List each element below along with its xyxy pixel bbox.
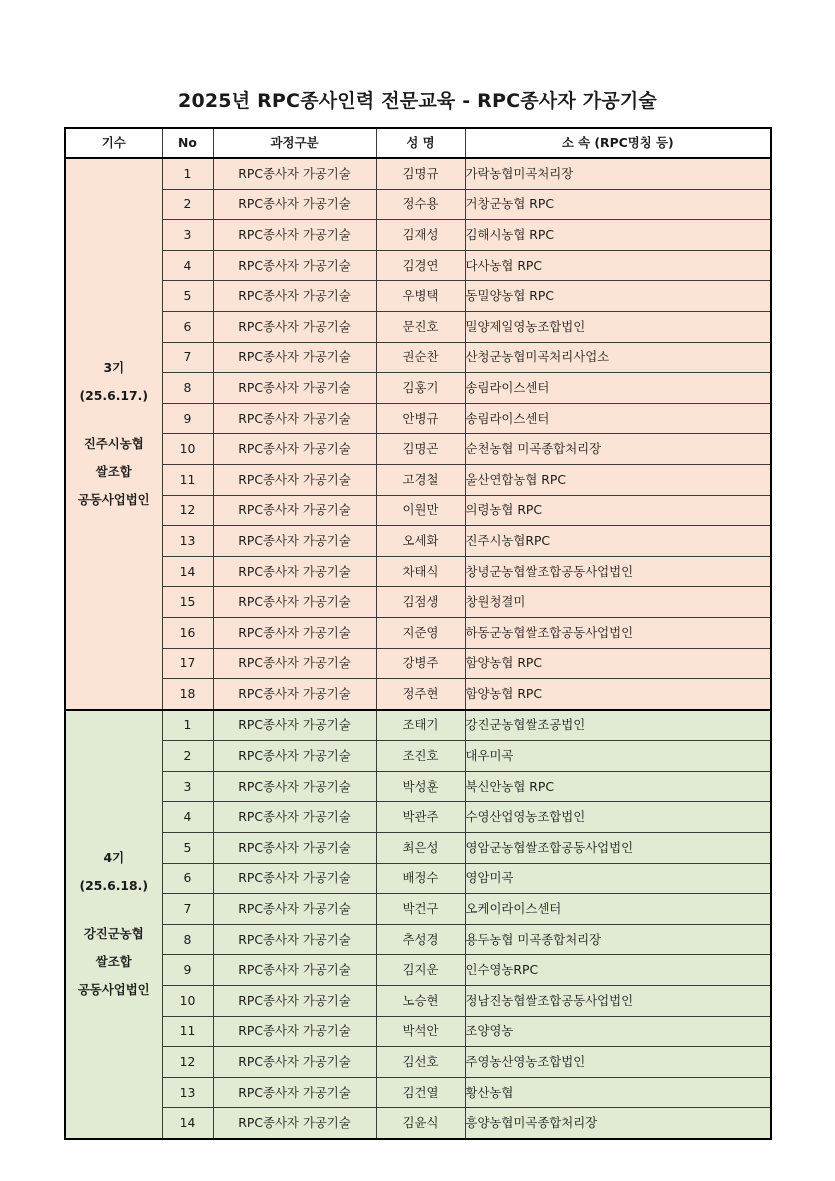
cell-no: 8 bbox=[162, 924, 213, 955]
table-row bbox=[65, 1108, 771, 1139]
cell-name: 추성경 bbox=[376, 924, 465, 955]
cell-no: 3 bbox=[162, 771, 213, 802]
cell-course: RPC종사자 가공기술 bbox=[213, 924, 376, 955]
cohort-label-line: 진주시농협 bbox=[83, 435, 144, 451]
table-row bbox=[65, 403, 771, 434]
cell-course: RPC종사자 가공기술 bbox=[213, 311, 376, 342]
cell-no: 5 bbox=[162, 833, 213, 864]
cell-affiliation: 주영농산영농조합법인 bbox=[465, 1047, 771, 1078]
table-row bbox=[65, 741, 771, 772]
cell-course: RPC종사자 가공기술 bbox=[213, 189, 376, 220]
cell-affiliation: 가락농협미곡처리장 bbox=[465, 158, 771, 189]
cell-affiliation: 의령농협 RPC bbox=[465, 495, 771, 526]
cell-no: 18 bbox=[162, 679, 213, 710]
cell-affiliation: 창원청결미 bbox=[465, 587, 771, 618]
cell-name: 조태기 bbox=[376, 710, 465, 741]
cell-course: RPC종사자 가공기술 bbox=[213, 833, 376, 864]
cohort-4-group bbox=[65, 710, 771, 1139]
cell-name: 정주현 bbox=[376, 679, 465, 710]
cell-affiliation: 송림라이스센터 bbox=[465, 373, 771, 404]
roster-table bbox=[64, 127, 772, 1140]
cell-affiliation: 다사농협 RPC bbox=[465, 250, 771, 281]
cell-no: 13 bbox=[162, 1077, 213, 1108]
cell-course: RPC종사자 가공기술 bbox=[213, 894, 376, 925]
cell-no: 12 bbox=[162, 495, 213, 526]
table-row bbox=[65, 1047, 771, 1078]
cell-no: 14 bbox=[162, 1108, 213, 1139]
cell-name: 오세화 bbox=[376, 526, 465, 557]
cell-affiliation: 수영산업영농조합법인 bbox=[465, 802, 771, 833]
cell-affiliation: 강진군농협쌀조공법인 bbox=[465, 710, 771, 741]
cell-course: RPC종사자 가공기술 bbox=[213, 955, 376, 986]
cell-name: 김명규 bbox=[376, 158, 465, 189]
cell-affiliation: 정남진농협쌀조합공동사업법인 bbox=[465, 986, 771, 1017]
cell-affiliation: 동밀양농협 RPC bbox=[465, 281, 771, 312]
cell-course: RPC종사자 가공기술 bbox=[213, 710, 376, 741]
table-row bbox=[65, 679, 771, 710]
cell-name: 최은성 bbox=[376, 833, 465, 864]
cell-affiliation: 대우미곡 bbox=[465, 741, 771, 772]
cell-affiliation: 인수영농RPC bbox=[465, 955, 771, 986]
cell-no: 6 bbox=[162, 863, 213, 894]
cell-affiliation: 송림라이스센터 bbox=[465, 403, 771, 434]
table-row bbox=[65, 281, 771, 312]
table-row bbox=[65, 311, 771, 342]
cell-course: RPC종사자 가공기술 bbox=[213, 403, 376, 434]
cell-affiliation: 영암미곡 bbox=[465, 863, 771, 894]
cell-no: 12 bbox=[162, 1047, 213, 1078]
header-affiliation: 소 속 (RPC명칭 등) bbox=[465, 128, 771, 158]
cell-no: 4 bbox=[162, 250, 213, 281]
cell-affiliation: 영암군농협쌀조합공동사업법인 bbox=[465, 833, 771, 864]
table-row bbox=[65, 250, 771, 281]
header-no: No bbox=[162, 128, 213, 158]
cell-name: 노승현 bbox=[376, 986, 465, 1017]
cell-course: RPC종사자 가공기술 bbox=[213, 1077, 376, 1108]
cell-affiliation: 북신안농협 RPC bbox=[465, 771, 771, 802]
cell-course: RPC종사자 가공기술 bbox=[213, 863, 376, 894]
cell-course: RPC종사자 가공기술 bbox=[213, 556, 376, 587]
page-title: 2025년 RPC종사인력 전문교육 - RPC종사자 가공기술 bbox=[178, 90, 657, 112]
cell-name: 조진호 bbox=[376, 741, 465, 772]
cell-course: RPC종사자 가공기술 bbox=[213, 771, 376, 802]
cell-course: RPC종사자 가공기술 bbox=[213, 802, 376, 833]
cell-no: 9 bbox=[162, 403, 213, 434]
cell-course: RPC종사자 가공기술 bbox=[213, 648, 376, 679]
cell-course: RPC종사자 가공기술 bbox=[213, 373, 376, 404]
cell-name: 김경연 bbox=[376, 250, 465, 281]
cell-name: 김재성 bbox=[376, 220, 465, 251]
cell-name: 배정수 bbox=[376, 863, 465, 894]
cell-name: 문진호 bbox=[376, 311, 465, 342]
cell-affiliation: 울산연합농협 RPC bbox=[465, 464, 771, 495]
cell-name: 김홍기 bbox=[376, 373, 465, 404]
cell-no: 11 bbox=[162, 464, 213, 495]
cell-no: 2 bbox=[162, 189, 213, 220]
cell-name: 강병주 bbox=[376, 648, 465, 679]
cell-course: RPC종사자 가공기술 bbox=[213, 1047, 376, 1078]
cell-name: 우병택 bbox=[376, 281, 465, 312]
cell-no: 1 bbox=[162, 710, 213, 741]
cell-course: RPC종사자 가공기술 bbox=[213, 464, 376, 495]
cell-name: 차태식 bbox=[376, 556, 465, 587]
cell-course: RPC종사자 가공기술 bbox=[213, 986, 376, 1017]
cohort-label-line: (25.6.18.) bbox=[79, 878, 149, 894]
cell-name: 안병규 bbox=[376, 403, 465, 434]
cohort-label-gap bbox=[66, 410, 162, 430]
cell-no: 7 bbox=[162, 342, 213, 373]
table-row bbox=[65, 1077, 771, 1108]
cell-no: 3 bbox=[162, 220, 213, 251]
table-row bbox=[65, 220, 771, 251]
table-row bbox=[65, 924, 771, 955]
cell-course: RPC종사자 가공기술 bbox=[213, 587, 376, 618]
cell-affiliation: 함양농협 RPC bbox=[465, 648, 771, 679]
cohort-label-line: 강진군농협 bbox=[83, 926, 144, 942]
table-row bbox=[65, 556, 771, 587]
cell-course: RPC종사자 가공기술 bbox=[213, 495, 376, 526]
header-row bbox=[65, 128, 771, 158]
cell-affiliation: 흥양농협미곡종합처리장 bbox=[465, 1108, 771, 1139]
cell-name: 김선호 bbox=[376, 1047, 465, 1078]
cohort-label-line: 3기 bbox=[103, 359, 125, 375]
cell-affiliation: 김해시농협 RPC bbox=[465, 220, 771, 251]
table-row bbox=[65, 526, 771, 557]
cell-course: RPC종사자 가공기술 bbox=[213, 617, 376, 648]
cell-affiliation: 황산농협 bbox=[465, 1077, 771, 1108]
cell-course: RPC종사자 가공기술 bbox=[213, 220, 376, 251]
cell-name: 박성훈 bbox=[376, 771, 465, 802]
cell-name: 박관주 bbox=[376, 802, 465, 833]
cell-name: 김명곤 bbox=[376, 434, 465, 465]
cell-no: 8 bbox=[162, 373, 213, 404]
cell-affiliation: 진주시농협RPC bbox=[465, 526, 771, 557]
table-row bbox=[65, 373, 771, 404]
cell-no: 4 bbox=[162, 802, 213, 833]
cell-affiliation: 오케이라이스센터 bbox=[465, 894, 771, 925]
table-row bbox=[65, 710, 771, 741]
cohort-label-line: 4기 bbox=[103, 850, 125, 866]
table-row bbox=[65, 158, 771, 189]
cell-course: RPC종사자 가공기술 bbox=[213, 1108, 376, 1139]
cohort-label-gap bbox=[66, 900, 162, 920]
cell-no: 14 bbox=[162, 556, 213, 587]
cell-affiliation: 창녕군농협쌀조합공동사업법인 bbox=[465, 556, 771, 587]
cell-name: 김점생 bbox=[376, 587, 465, 618]
table-row bbox=[65, 986, 771, 1017]
cell-no: 10 bbox=[162, 986, 213, 1017]
cell-course: RPC종사자 가공기술 bbox=[213, 281, 376, 312]
cohort-label-line: (25.6.17.) bbox=[79, 387, 149, 403]
cell-course: RPC종사자 가공기술 bbox=[213, 526, 376, 557]
table-row bbox=[65, 894, 771, 925]
cell-affiliation: 조양영농 bbox=[465, 1016, 771, 1047]
table-row bbox=[65, 189, 771, 220]
table-row bbox=[65, 833, 771, 864]
table-row bbox=[65, 771, 771, 802]
cell-no: 2 bbox=[162, 741, 213, 772]
cell-course: RPC종사자 가공기술 bbox=[213, 158, 376, 189]
table-row bbox=[65, 955, 771, 986]
table-row bbox=[65, 464, 771, 495]
cell-name: 박석안 bbox=[376, 1016, 465, 1047]
cell-no: 5 bbox=[162, 281, 213, 312]
table-row bbox=[65, 587, 771, 618]
cell-no: 11 bbox=[162, 1016, 213, 1047]
table-row bbox=[65, 617, 771, 648]
cohort-label bbox=[65, 158, 162, 710]
cell-affiliation: 함양농협 RPC bbox=[465, 679, 771, 710]
cell-affiliation: 거창군농협 RPC bbox=[465, 189, 771, 220]
cell-course: RPC종사자 가공기술 bbox=[213, 679, 376, 710]
cell-name: 지준영 bbox=[376, 617, 465, 648]
table-row bbox=[65, 495, 771, 526]
cell-name: 김윤식 bbox=[376, 1108, 465, 1139]
cell-name: 권순찬 bbox=[376, 342, 465, 373]
cell-name: 이원만 bbox=[376, 495, 465, 526]
cell-name: 박건구 bbox=[376, 894, 465, 925]
table-row bbox=[65, 434, 771, 465]
table-row bbox=[65, 342, 771, 373]
cell-no: 13 bbox=[162, 526, 213, 557]
table-row bbox=[65, 648, 771, 679]
cohort-label bbox=[65, 710, 162, 1139]
cell-no: 6 bbox=[162, 311, 213, 342]
cell-name: 김지운 bbox=[376, 955, 465, 986]
table-row bbox=[65, 802, 771, 833]
cell-affiliation: 산청군농협미곡처리사업소 bbox=[465, 342, 771, 373]
cell-name: 고경철 bbox=[376, 464, 465, 495]
cell-course: RPC종사자 가공기술 bbox=[213, 434, 376, 465]
cell-affiliation: 밀양제일영농조합법인 bbox=[465, 311, 771, 342]
cell-no: 17 bbox=[162, 648, 213, 679]
cohort-label-line: 공동사업법인 bbox=[77, 982, 150, 998]
cohort-label-line: 쌀조합 bbox=[95, 954, 132, 970]
cell-no: 10 bbox=[162, 434, 213, 465]
table-row bbox=[65, 1016, 771, 1047]
cell-no: 15 bbox=[162, 587, 213, 618]
cell-course: RPC종사자 가공기술 bbox=[213, 1016, 376, 1047]
header-name: 성 명 bbox=[376, 128, 465, 158]
cell-affiliation: 순천농협 미곡종합처리장 bbox=[465, 434, 771, 465]
cell-no: 1 bbox=[162, 158, 213, 189]
cell-affiliation: 하동군농협쌀조합공동사업법인 bbox=[465, 617, 771, 648]
cell-no: 9 bbox=[162, 955, 213, 986]
table-row bbox=[65, 863, 771, 894]
cell-no: 16 bbox=[162, 617, 213, 648]
cell-affiliation: 용두농협 미곡종합처리장 bbox=[465, 924, 771, 955]
cohort-3-group bbox=[65, 158, 771, 710]
cell-course: RPC종사자 가공기술 bbox=[213, 342, 376, 373]
cell-no: 7 bbox=[162, 894, 213, 925]
cohort-label-line: 쌀조합 bbox=[95, 463, 132, 479]
cohort-label-line: 공동사업법인 bbox=[77, 491, 150, 507]
cell-course: RPC종사자 가공기술 bbox=[213, 741, 376, 772]
cell-name: 정수용 bbox=[376, 189, 465, 220]
header-cohort: 기수 bbox=[65, 128, 162, 158]
cell-name: 김건열 bbox=[376, 1077, 465, 1108]
cell-course: RPC종사자 가공기술 bbox=[213, 250, 376, 281]
header-course: 과정구분 bbox=[213, 128, 376, 158]
